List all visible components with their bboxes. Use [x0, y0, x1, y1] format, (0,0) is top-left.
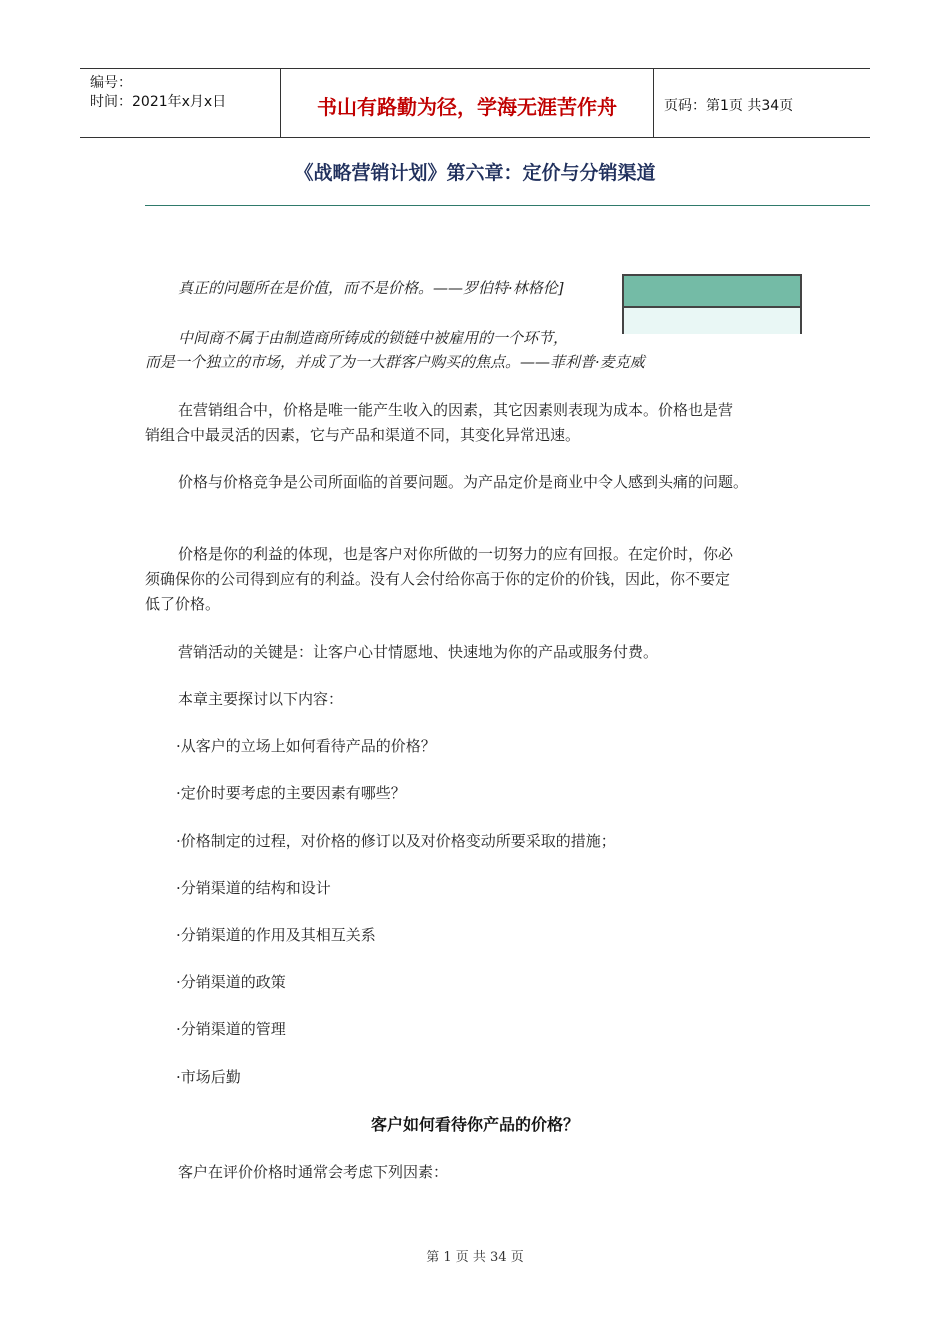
- section-heading: 客户如何看待你产品的价格？: [370, 1115, 579, 1134]
- topic-item: ·分销渠道的结构和设计: [176, 879, 331, 897]
- paragraph-3-line3: 低了价格。: [145, 595, 221, 613]
- page-info: 页码：第1页 共34页: [664, 98, 794, 114]
- time-label: 时间：2021年x月x日: [90, 94, 227, 110]
- serial-label: 编号：: [90, 75, 132, 91]
- motto: 书山有路勤为径，学海无涯苦作舟: [317, 95, 617, 119]
- quote-mcvey-line2: 而是一个独立的市场，并成了为一大群客户购买的焦点。——菲利普·麦克威: [145, 353, 645, 371]
- decorative-box-top: [624, 276, 800, 308]
- title-divider: [145, 205, 870, 206]
- section-intro: 客户在评价价格时通常会考虑下列因素：: [178, 1163, 449, 1181]
- paragraph-2: 价格与价格竞争是公司所面临的首要问题。为产品定价是商业中令人感到头痛的问题。: [178, 473, 749, 491]
- paragraph-3-line1: 价格是你的利益的体现，也是客户对你所做的一切努力的应有回报。在定价时，你必: [178, 545, 734, 563]
- topic-item: ·价格制定的过程，对价格的修订以及对价格变动所要采取的措施；: [176, 832, 616, 850]
- topic-item: ·市场后勤: [176, 1068, 241, 1086]
- paragraph-4: 营销活动的关键是：让客户心甘情愿地、快速地为你的产品或服务付费。: [178, 643, 659, 661]
- topic-item: ·分销渠道的管理: [176, 1020, 286, 1038]
- document-title: 《战略营销计划》第六章：定价与分销渠道: [294, 162, 656, 184]
- topic-item: ·分销渠道的政策: [176, 973, 286, 991]
- paragraph-1-line2: 销组合中最灵活的因素，它与产品和渠道不同，其变化异常迅速。: [145, 426, 581, 444]
- decorative-box: [622, 274, 802, 334]
- paragraph-1-line1: 在营销组合中，价格是唯一能产生收入的因素，其它因素则表现为成本。价格也是营: [178, 401, 734, 419]
- page-footer: 第 1 页 共 34 页: [426, 1250, 524, 1265]
- topic-item: ·分销渠道的作用及其相互关系: [176, 926, 376, 944]
- decorative-box-bottom: [624, 308, 800, 334]
- topic-item: ·从客户的立场上如何看待产品的价格？: [176, 737, 436, 755]
- topic-item: ·定价时要考虑的主要因素有哪些？: [176, 784, 406, 802]
- paragraph-5: 本章主要探讨以下内容：: [178, 690, 344, 708]
- header-motto-cell: [281, 69, 654, 137]
- header-page-cell: [654, 69, 870, 137]
- header-meta-cell: [80, 69, 281, 137]
- quote-lingren: 真正的问题所在是价值，而不是价格。——罗伯特·林格伦]: [178, 279, 564, 297]
- paragraph-3-line2: 须确保你的公司得到应有的利益。没有人会付给你高于你的定价的价钱，因此，你不要定: [145, 570, 731, 588]
- header-table: [80, 68, 870, 138]
- quote-mcvey-line1: 中间商不属于由制造商所铸成的锁链中被雇用的一个环节，: [178, 329, 569, 347]
